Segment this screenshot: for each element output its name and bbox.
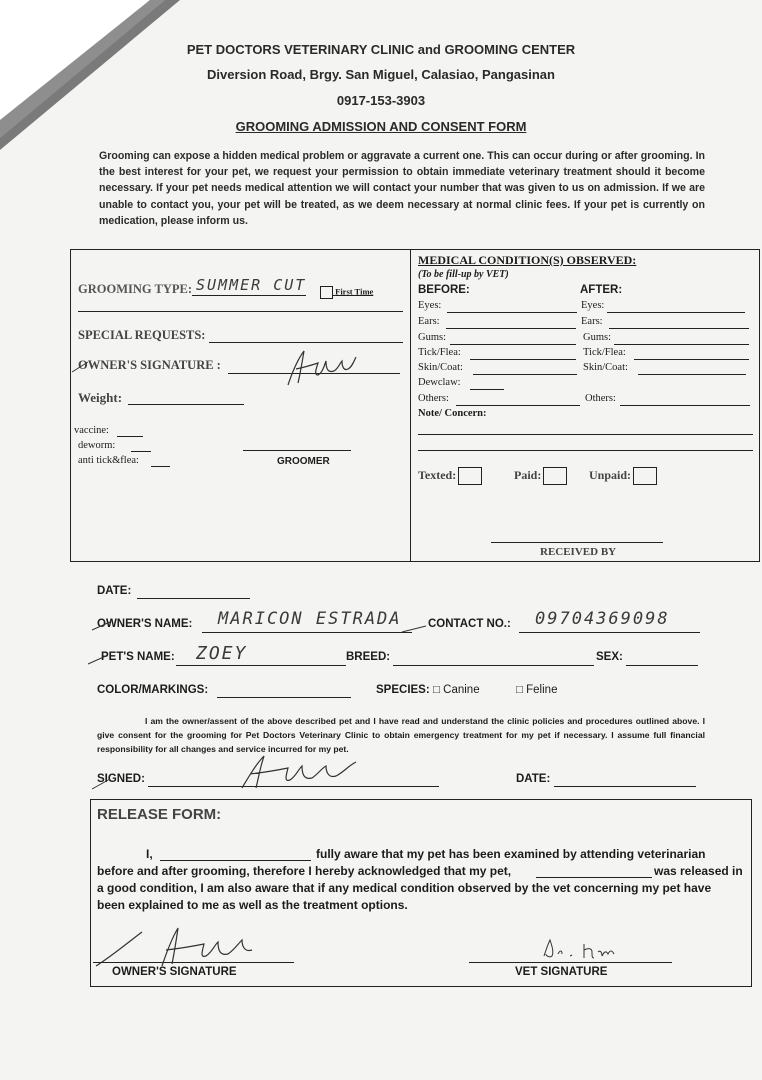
groomer-label: GROOMER — [277, 456, 330, 467]
breed-line[interactable] — [393, 665, 594, 666]
signed-label: SIGNED: — [97, 773, 145, 785]
before-others-label: Others: — [418, 393, 449, 404]
form-title: GROOMING ADMISSION AND CONSENT FORM — [235, 119, 527, 134]
first-time-option[interactable] — [320, 286, 373, 299]
clinic-address: Diversion Road, Brgy. San Miguel, Calasiao, Pangasinan — [207, 67, 555, 82]
owner-name-line — [202, 632, 412, 633]
color-markings-line[interactable] — [217, 697, 351, 698]
weight-line[interactable] — [128, 404, 244, 405]
after-gums-line[interactable] — [614, 344, 749, 345]
after-gums-label: Gums: — [583, 332, 612, 343]
groomer-signature-line[interactable] — [243, 450, 351, 451]
before-ears-line[interactable] — [446, 328, 576, 329]
release-text-1: fully aware that my pet has been examined by attending veterinarian — [316, 847, 706, 861]
before-ears-label: Ears: — [418, 316, 440, 327]
texted-field[interactable] — [418, 467, 482, 485]
received-by-label: RECEIVED BY — [540, 546, 617, 558]
first-time-checkbox[interactable] — [320, 286, 333, 299]
release-text-2: before and after grooming, therefore I hereby acknowledged that my pet, — [97, 864, 512, 878]
after-ears-label: Ears: — [581, 316, 603, 327]
grooming-type-line — [192, 295, 306, 296]
after-ears-line[interactable] — [609, 328, 749, 329]
vet-signature-image — [540, 936, 620, 962]
breed-label: BREED: — [346, 651, 391, 663]
canine-option[interactable]: □ Canine — [433, 684, 480, 696]
owner-name-value[interactable]: MARICON ESTRADA — [218, 609, 402, 629]
owner-signature-label: OWNER'S SIGNATURE : — [78, 358, 221, 372]
grooming-type-label: GROOMING TYPE: — [78, 282, 193, 296]
after-skincoat-line[interactable] — [638, 374, 746, 375]
release-i-label: I, — [146, 847, 153, 861]
release-text-3: was released in — [654, 864, 743, 878]
before-eyes-line[interactable] — [447, 312, 577, 313]
contact-label: CONTACT NO.: — [428, 618, 511, 630]
release-text-4: a good condition, I am also aware that if any medical condition observed by the vet concerning my pet have — [97, 881, 712, 895]
vet-sig-line[interactable] — [469, 962, 672, 963]
texted-label: Texted: — [418, 467, 457, 482]
anti-tick-label: anti tick&flea: — [78, 455, 139, 466]
medical-subtitle: (To be fill-up by VET) — [418, 269, 509, 280]
owner-name-label: OWNER'S NAME: — [97, 618, 193, 630]
grooming-type-value[interactable]: SUMMER CUT — [196, 276, 307, 294]
pen-mark — [400, 620, 428, 634]
species-label: SPECIES: — [376, 684, 430, 696]
after-tickflea-label: Tick/Flea: — [583, 347, 626, 358]
first-time-label: First Time — [335, 286, 374, 297]
owner-signature-caption: OWNER'S SIGNATURE — [112, 966, 237, 978]
pet-name-value[interactable]: ZOEY — [196, 643, 248, 664]
before-gums-line[interactable] — [450, 344, 576, 345]
signed-date-label: DATE: — [516, 773, 551, 785]
signed-date-line[interactable] — [554, 786, 696, 787]
after-eyes-line[interactable] — [607, 312, 745, 313]
before-tickflea-line[interactable] — [470, 359, 576, 360]
after-eyes-label: Eyes: — [581, 300, 605, 311]
release-title: RELEASE FORM: — [97, 806, 222, 823]
unpaid-label: Unpaid: — [589, 467, 632, 482]
pen-mark — [90, 775, 112, 791]
received-by-line[interactable] — [491, 542, 663, 543]
feline-option[interactable]: □ Feline — [516, 684, 558, 696]
paid-checkbox[interactable] — [543, 467, 567, 485]
note-line-2[interactable] — [418, 450, 753, 451]
after-skincoat-label: Skin/Coat: — [583, 362, 628, 373]
unpaid-field[interactable] — [589, 467, 657, 485]
paid-label: Paid: — [514, 467, 542, 482]
deworm-label: deworm: — [78, 440, 116, 451]
sex-label: SEX: — [596, 651, 623, 663]
owner-signature-image — [282, 345, 362, 390]
owner-signature-image — [92, 922, 262, 972]
vet-signature-caption: VET SIGNATURE — [515, 966, 608, 978]
pen-mark — [86, 652, 108, 666]
after-others-label: Others: — [585, 393, 616, 404]
before-label: BEFORE: — [418, 284, 470, 296]
after-others-line[interactable] — [620, 405, 750, 406]
after-tickflea-line[interactable] — [634, 359, 749, 360]
owner-signature-image — [238, 752, 368, 794]
before-dewclaw-label: Dewclaw: — [418, 377, 461, 388]
before-eyes-label: Eyes: — [418, 300, 442, 311]
texted-checkbox[interactable] — [458, 467, 482, 485]
unpaid-checkbox[interactable] — [633, 467, 657, 485]
pet-name-line — [176, 665, 346, 666]
before-dewclaw-line[interactable] — [470, 389, 504, 390]
special-requests-label: SPECIAL REQUESTS: — [78, 328, 206, 342]
special-requests-line[interactable] — [209, 342, 403, 343]
release-text-5: been explained to me as well as the treatment options. — [97, 898, 408, 912]
before-others-line[interactable] — [456, 405, 580, 406]
weight-label: Weight: — [78, 390, 123, 405]
date-line[interactable] — [137, 598, 250, 599]
date-label: DATE: — [97, 585, 132, 597]
anti-tick-line[interactable] — [151, 466, 170, 467]
clinic-phone: 0917-153-3903 — [336, 93, 426, 108]
pen-mark — [70, 360, 90, 374]
pet-name-label: PET'S NAME: — [101, 651, 175, 663]
color-markings-label: COLOR/MARKINGS: — [97, 684, 209, 696]
before-tickflea-label: Tick/Flea: — [418, 347, 461, 358]
deworm-line[interactable] — [131, 451, 151, 452]
release-name-line[interactable] — [160, 860, 311, 861]
vaccine-label: vaccine: — [74, 425, 109, 436]
before-skincoat-line[interactable] — [473, 374, 577, 375]
before-skincoat-label: Skin/Coat: — [418, 362, 463, 373]
intro-paragraph: Grooming can expose a hidden medical problem or aggravate a current one. This can occur during or after grooming. In the best interest for your pet, we request your permission to obtain immediate veterinary treatment should it become necessary. If your pet needs medical attention we will contact your number that was given to us on admission. If we are unable to contact you, your pet will be treated, as we deem necessary at normal clinic fees. If your pet is currently on medication, please inform us. — [99, 150, 705, 227]
before-gums-label: Gums: — [418, 332, 447, 343]
note-line-1[interactable] — [418, 434, 753, 435]
pen-mark — [90, 618, 112, 632]
medical-title: MEDICAL CONDITION(S) OBSERVED: — [418, 253, 637, 267]
contact-line — [519, 632, 700, 633]
vaccine-line[interactable] — [117, 436, 143, 437]
contact-value[interactable]: 09704369098 — [535, 609, 670, 629]
release-pet-line[interactable] — [536, 877, 652, 878]
note-concern-label: Note/ Concern: — [418, 408, 487, 419]
clinic-name: PET DOCTORS VETERINARY CLINIC and GROOMING CENTER — [186, 42, 576, 57]
sex-line[interactable] — [626, 665, 698, 666]
grooming-extra-line — [78, 311, 403, 312]
paid-field[interactable] — [514, 467, 567, 485]
consent-paragraph: I am the owner/assent of the above described pet and I have read and understand the clinic policies and procedures outlined above. I give consent for the grooming for Pet Doctors Veterinary Clinic to obtain emergency treatment for my pet if necessary. I assume full financial responsibility for all changes and service incurred for my pet. — [97, 716, 705, 754]
after-label: AFTER: — [580, 284, 623, 296]
